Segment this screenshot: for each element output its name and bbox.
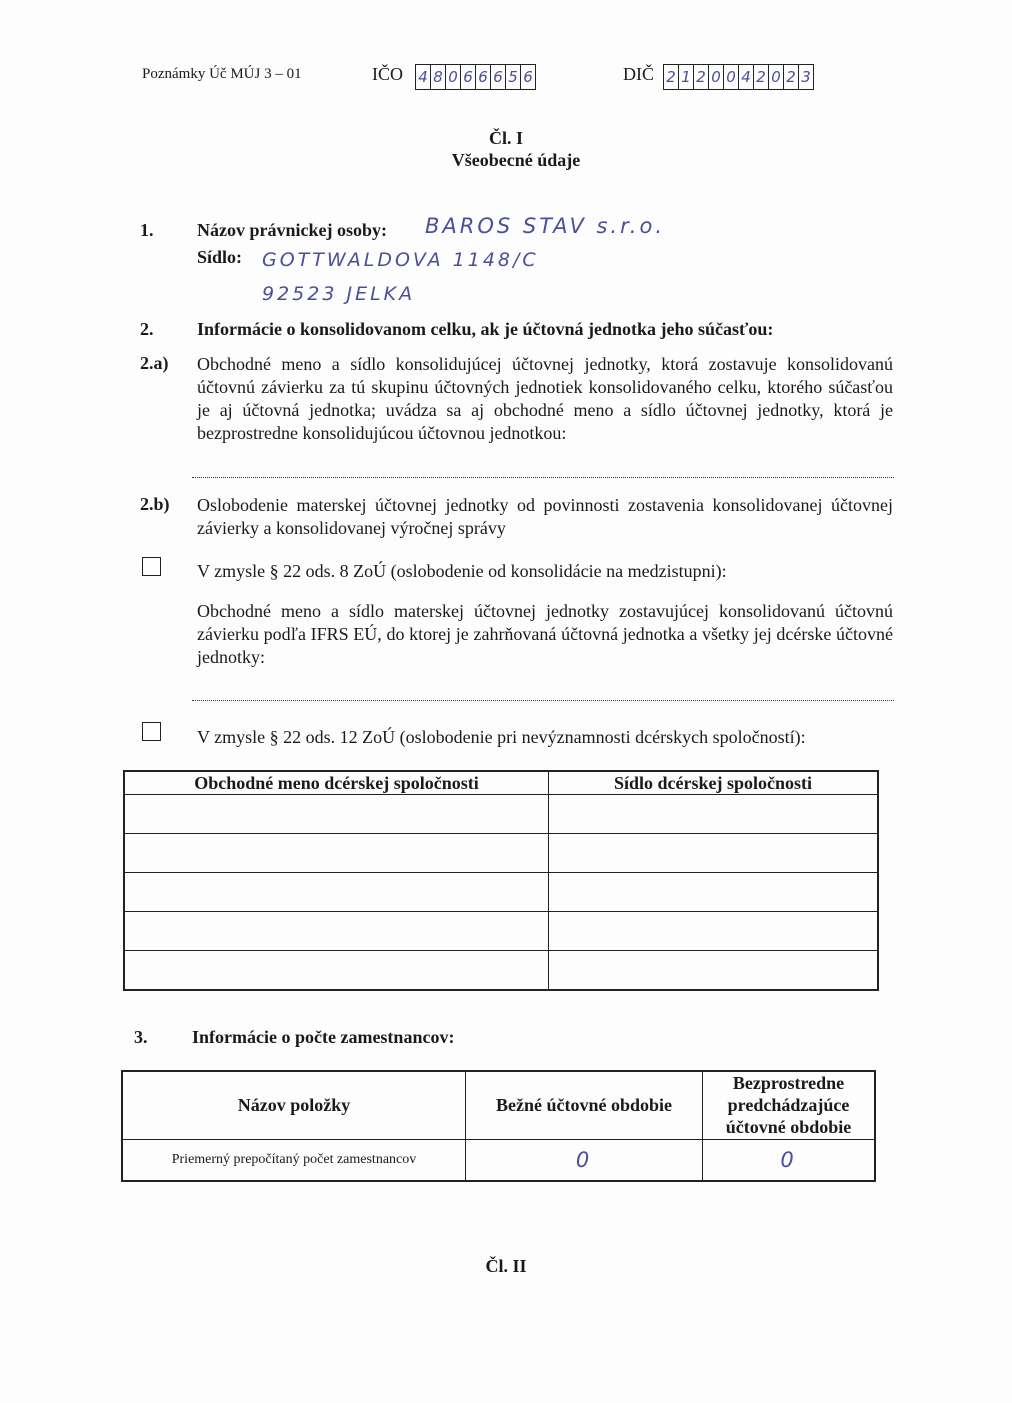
table-cell[interactable] (549, 834, 879, 873)
item3-heading: Informácie o počte zamestnancov: (192, 1027, 455, 1047)
dic-digit: 2 (664, 65, 679, 89)
option1-fill-line (192, 699, 894, 701)
dic-label: DIČ (623, 64, 654, 84)
subsidiary-seat-header: Sídlo dcérskej spoločnosti (549, 771, 879, 795)
dic-digit: 2 (784, 65, 799, 89)
table-cell[interactable] (124, 834, 549, 873)
ico-label: IČO (372, 64, 403, 84)
previous-period-header: Bezprostredne predchádzajúce účtovné obdobie (703, 1071, 876, 1139)
table-cell[interactable] (124, 912, 549, 951)
dic-digit: 4 (739, 65, 754, 89)
ico-digit: 5 (506, 65, 521, 89)
table-row (124, 834, 878, 873)
table-cell[interactable] (549, 873, 879, 912)
ico-digit: 6 (523, 68, 533, 86)
current-value[interactable]: 0 (466, 1139, 703, 1181)
section2-title: Čl. II (485, 1256, 527, 1276)
table-cell[interactable] (549, 795, 879, 834)
dic-boxes (663, 64, 814, 90)
option2-checkbox[interactable] (142, 722, 161, 741)
item2-number: 2. (140, 319, 154, 339)
dic-digit: 1 (679, 65, 694, 89)
dic-digit: 3 (801, 68, 811, 86)
option2-label: V zmysle § 22 ods. 12 ZoÚ (oslobodenie pri nevýznamnosti dcérskych spoločností): (197, 727, 806, 747)
item2a-fill-line (192, 476, 894, 478)
ico-digit: 0 (446, 65, 461, 89)
table-cell[interactable] (549, 951, 879, 991)
row-label: Priemerný prepočítaný počet zamestnancov (122, 1139, 466, 1181)
table-row (122, 1139, 875, 1181)
option1-text: Obchodné meno a sídlo materskej účtovnej jednotky zostavujúcej konsolidovanú účtovnú závierku podľa IFRS EÚ, do ktorej je zahrňovaná účtovná jednotka a všetky jej dcérske účtovné jednotky: (197, 601, 893, 667)
seat-label: Sídlo: (197, 247, 243, 267)
ico-digit: 6 (461, 65, 476, 89)
company-name-label: Názov právnickej osoby: (197, 220, 387, 240)
ico-boxes (415, 64, 536, 90)
subsidiary-name-header: Obchodné meno dcérskej spoločnosti (124, 771, 549, 795)
dic-digit: 2 (754, 65, 769, 89)
item-name-header: Názov položky (122, 1071, 466, 1139)
company-name-value: BAROS STAV s.r.o. (425, 214, 666, 238)
dic-digit: 0 (769, 65, 784, 89)
item2a-text: Obchodné meno a sídlo konsolidujúcej účtovnej jednotky, ktorá zostavuje konsolidovanú účtovnú závierku za tú skupinu účtovných jednotiek konsolidovaného celku, ktorého súčasťou je aj účtovná jednotka; uvádza sa aj obchodné meno a sídlo účtovnej jednotky, ktorá je bezprostredne konsolidujúcou účtovnou jednotkou: (197, 354, 893, 443)
dic-digit: 2 (694, 65, 709, 89)
table-row (124, 912, 878, 951)
ico-digit: 6 (476, 65, 491, 89)
section-title: Čl. I (488, 128, 523, 148)
table-cell[interactable] (124, 951, 549, 991)
table-row (124, 873, 878, 912)
table-cell[interactable] (124, 873, 549, 912)
ico-digit: 8 (431, 65, 446, 89)
item2-heading: Informácie o konsolidovanom celku, ak je účtovná jednotka jeho súčasťou: (197, 319, 774, 339)
table-row (124, 795, 878, 834)
table-cell[interactable] (124, 795, 549, 834)
item2b-text: Oslobodenie materskej účtovnej jednotky od povinnosti zostavenia konsolidovanej účtovnej závierky a konsolidovanej výročnej správy (197, 495, 893, 538)
seat-line2: 92523 JELKA (262, 283, 416, 305)
dic-digit: 0 (724, 65, 739, 89)
dic-digit: 0 (709, 65, 724, 89)
ico-digit: 6 (491, 65, 506, 89)
current-period-header: Bežné účtovné obdobie (466, 1071, 703, 1139)
table-cell[interactable] (549, 912, 879, 951)
previous-value[interactable]: 0 (703, 1139, 876, 1181)
employees-table (121, 1070, 876, 1182)
section-subtitle: Všeobecné údaje (451, 150, 581, 170)
ico-digit: 4 (416, 65, 431, 89)
option1-checkbox[interactable] (142, 557, 161, 576)
item1-number: 1. (140, 220, 154, 240)
table-row (124, 951, 878, 991)
item2b-number: 2.b) (140, 494, 170, 514)
form-code: Poznámky Úč MÚJ 3 – 01 (142, 66, 302, 82)
option1-label: V zmysle § 22 ods. 8 ZoÚ (oslobodenie od konsolidácie na medzistupni): (197, 561, 727, 581)
subsidiaries-table (123, 770, 879, 991)
item2a-number: 2.a) (140, 353, 169, 373)
seat-line1: GOTTWALDOVA 1148/C (262, 249, 539, 271)
item3-number: 3. (134, 1027, 148, 1047)
